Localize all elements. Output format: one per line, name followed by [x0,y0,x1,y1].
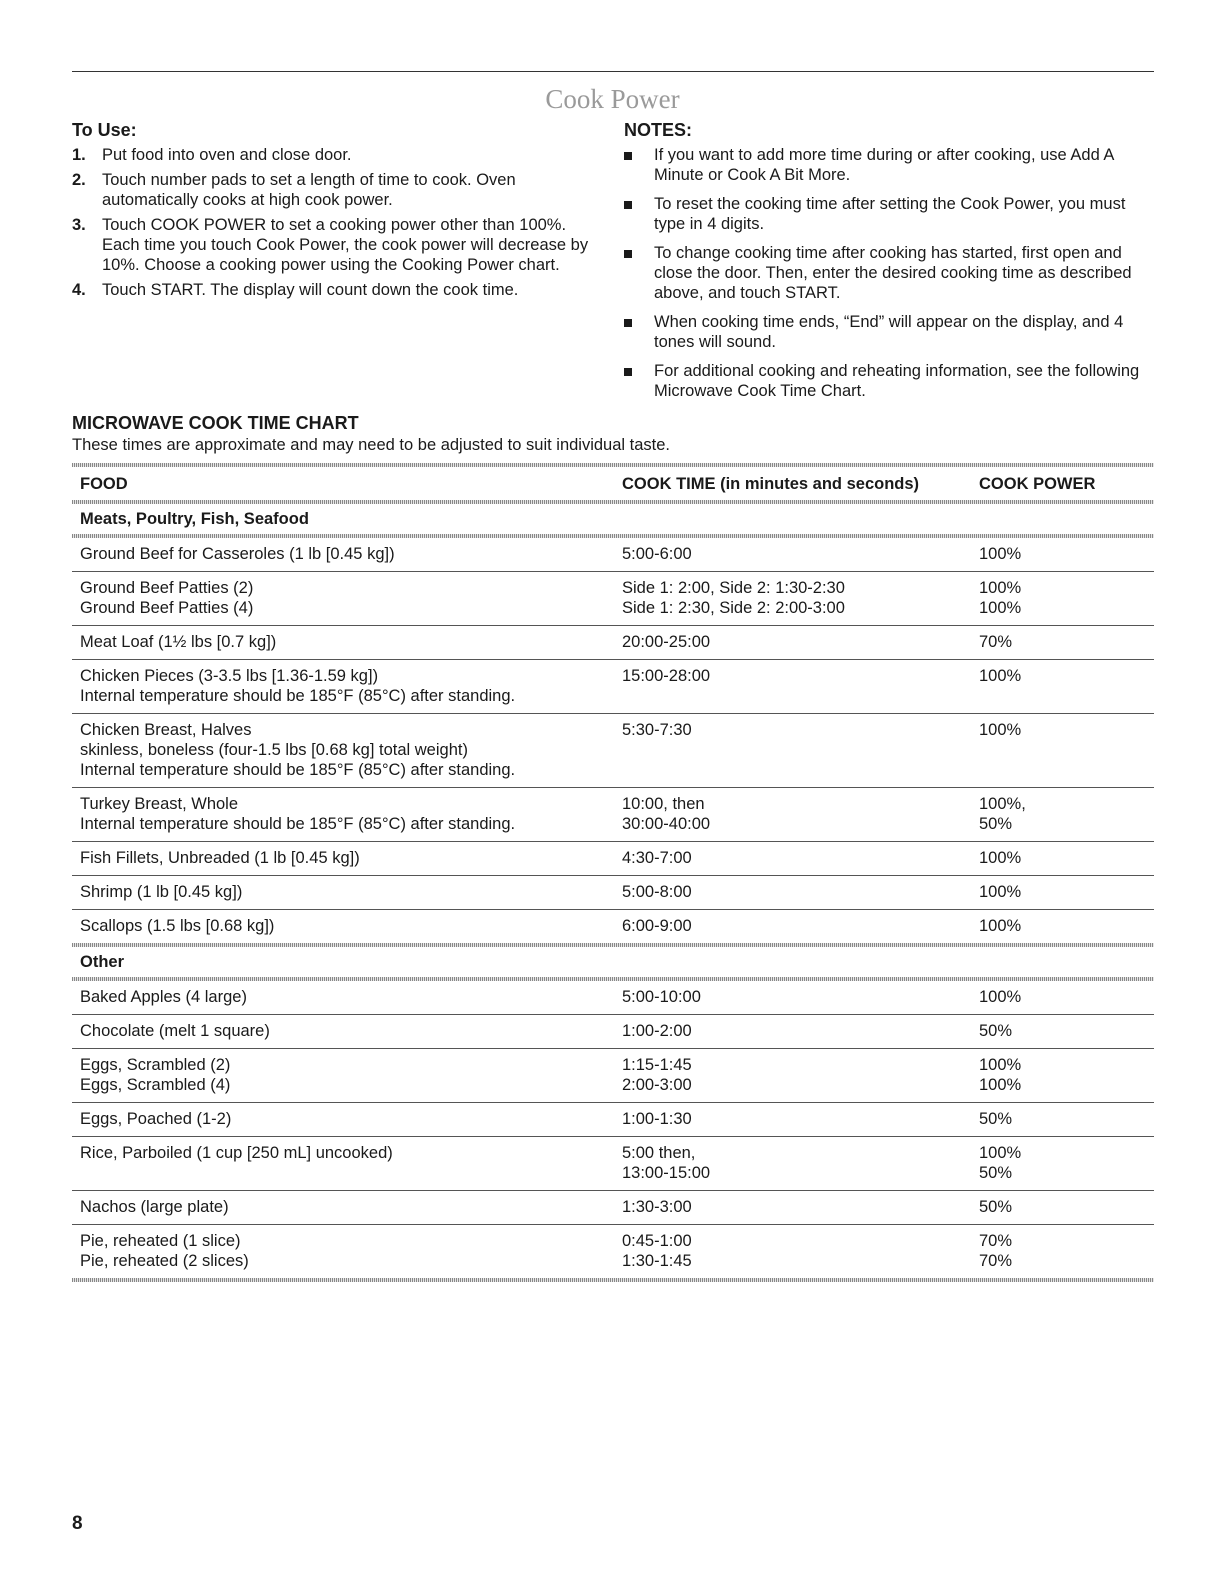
step-number: 2. [72,171,86,189]
page-number: 8 [72,1513,83,1534]
cook-time-cell [622,882,979,902]
food-cell-line: Pie, reheated (2 slices) [80,1252,249,1270]
table-row [72,1049,1154,1103]
cook-power-cell-line: 100% [979,599,1022,617]
section-title: Cook Power [545,84,680,114]
note-item [624,243,1154,303]
to-use-heading: To Use: [72,120,137,140]
cook-time-cell-line: Side 1: 2:30, Side 2: 2:00-3:00 [622,599,845,617]
table-row [72,1103,1154,1137]
cook-power-cell-line: 100% [979,667,1022,685]
step-item [72,145,602,165]
food-cell-line: Internal temperature should be 185°F (85°C) after standing. [80,687,516,705]
table-row [72,910,1154,943]
cook-power-cell [979,882,1139,902]
cook-power-cell [979,916,1139,936]
cook-power-cell [979,666,1139,706]
cook-time-cell-line: 5:00-8:00 [622,883,692,901]
food-cell-line: Rice, Parboiled (1 cup [250 mL] uncooked) [80,1144,393,1162]
cook-time-cell [622,794,979,834]
cook-time-cell [622,987,979,1007]
category-row [72,504,1154,534]
cook-time-table [72,463,1154,1282]
table-row [72,1225,1154,1278]
table-row [72,981,1154,1015]
cook-time-cell-line: 13:00-15:00 [622,1164,711,1182]
cook-power-cell-line: 100%, [979,795,1026,813]
cook-power-cell-line: 70% [979,1232,1013,1250]
food-cell-line: Chocolate (melt 1 square) [80,1022,270,1040]
cook-time-cell-line: Side 1: 2:00, Side 2: 1:30-2:30 [622,579,845,597]
cook-power-cell-line: 100% [979,1076,1022,1094]
table-row [72,538,1154,572]
step-item [72,215,602,275]
cook-time-cell-line: 5:00-10:00 [622,988,701,1006]
table-row [72,626,1154,660]
cook-power-cell-line: 100% [979,545,1022,563]
to-use-section [72,120,602,305]
table-row [72,1015,1154,1049]
table-row [72,660,1154,714]
food-cell-line: Baked Apples (4 large) [80,988,247,1006]
cook-power-cell-line: 50% [979,815,1013,833]
step-number: 1. [72,146,86,164]
cook-time-cell-line: 5:00 then, [622,1144,696,1162]
table-row [72,788,1154,842]
cook-time-cell [622,720,979,780]
cook-power-cell-line: 100% [979,579,1022,597]
cook-time-cell [622,1021,979,1041]
square-bullet-icon [624,152,632,160]
cook-power-cell [979,578,1139,618]
step-text: Put food into oven and close door. [102,146,352,164]
food-cell-line: skinless, boneless (four-1.5 lbs [0.68 kg] total weight) [80,741,468,759]
cook-power-cell [979,632,1139,652]
cook-time-cell [622,848,979,868]
cook-power-cell-line: 70% [979,633,1013,651]
square-bullet-icon [624,250,632,258]
food-cell-line: Scallops (1.5 lbs [0.68 kg]) [80,917,275,935]
food-cell [80,544,622,564]
cook-time-cell-line: 6:00-9:00 [622,917,692,935]
cook-time-cell-line: 1:15-1:45 [622,1056,692,1074]
note-item [624,312,1154,352]
food-cell [80,632,622,652]
step-text: Touch COOK POWER to set a cooking power other than 100%. Each time you touch Cook Power, the cook power will decrease by 10%. Choose a cooking power using the Cooking Power chart. [102,216,589,274]
square-bullet-icon [624,368,632,376]
cook-time-cell-line: 5:00-6:00 [622,545,692,563]
cook-time-cell-line: 2:00-3:00 [622,1076,692,1094]
cook-power-cell-line: 100% [979,1056,1022,1074]
cook-power-cell-line: 100% [979,1144,1022,1162]
cook-power-cell [979,1197,1139,1217]
cook-time-cell [622,632,979,652]
cook-time-cell [622,1231,979,1271]
cook-power-cell-line: 50% [979,1164,1013,1182]
cook-power-cell [979,848,1139,868]
notes-section [624,120,1154,410]
note-text: For additional cooking and reheating information, see the following Microwave Cook Time Chart. [654,362,1140,400]
cook-power-cell-line: 50% [979,1198,1013,1216]
table-row [72,1191,1154,1225]
food-cell [80,848,622,868]
food-cell [80,882,622,902]
food-cell-line: Nachos (large plate) [80,1198,229,1216]
cook-power-cell [979,1143,1139,1183]
food-cell [80,1197,622,1217]
food-cell-line: Chicken Pieces (3-3.5 lbs [1.36-1.59 kg]) [80,667,379,685]
cook-time-cell-line: 0:45-1:00 [622,1232,692,1250]
category-label: Other [80,953,125,971]
food-cell-line: Shrimp (1 lb [0.45 kg]) [80,883,243,901]
cook-time-cell-line: 1:00-2:00 [622,1022,692,1040]
note-item [624,145,1154,185]
notes-list [624,145,1154,401]
square-bullet-icon [624,201,632,209]
cook-power-cell [979,1021,1139,1041]
food-cell [80,987,622,1007]
table-row [72,876,1154,910]
square-bullet-icon [624,319,632,327]
food-cell-line: Meat Loaf (1½ lbs [0.7 kg]) [80,633,277,651]
cook-time-cell [622,916,979,936]
food-cell-line: Eggs, Poached (1-2) [80,1110,232,1128]
chart-title: MICROWAVE COOK TIME CHART [72,413,359,433]
food-cell [80,720,622,780]
step-number: 4. [72,281,86,299]
step-item [72,170,602,210]
food-cell-line: Pie, reheated (1 slice) [80,1232,241,1250]
food-cell [80,1231,622,1271]
note-item [624,194,1154,234]
cook-time-cell-line: 1:30-3:00 [622,1198,692,1216]
food-cell-line: Ground Beef Patties (4) [80,599,254,617]
food-cell-line: Ground Beef for Casseroles (1 lb [0.45 kg]) [80,545,395,563]
food-cell-line: Eggs, Scrambled (4) [80,1076,231,1094]
header-cook-power: COOK POWER [979,475,1096,493]
cook-power-cell-line: 100% [979,849,1022,867]
category-label: Meats, Poultry, Fish, Seafood [80,510,309,528]
step-text: Touch number pads to set a length of time to cook. Oven automatically cooks at high cook power. [102,171,516,209]
food-cell [80,916,622,936]
cook-power-cell [979,794,1139,834]
header-food: FOOD [80,475,128,493]
food-cell [80,1109,622,1129]
note-text: If you want to add more time during or after cooking, use Add A Minute or Cook A Bit More. [654,146,1114,184]
step-item [72,280,602,300]
note-text: To change cooking time after cooking has started, first open and close the door. Then, enter the desired cooking time as described above, and touch START. [654,244,1132,302]
cook-power-cell [979,1109,1139,1129]
cook-power-cell-line: 100% [979,917,1022,935]
table-row [72,572,1154,626]
cook-time-cell [622,666,979,706]
cook-time-cell-line: 20:00-25:00 [622,633,711,651]
food-cell-line: Turkey Breast, Whole [80,795,239,813]
cook-time-cell-line: 15:00-28:00 [622,667,711,685]
cook-time-cell [622,578,979,618]
table-row [72,714,1154,788]
cook-time-cell-line: 30:00-40:00 [622,815,711,833]
food-cell-line: Internal temperature should be 185°F (85°C) after standing. [80,761,516,779]
step-text: Touch START. The display will count down the cook time. [102,281,519,299]
note-text: To reset the cooking time after setting the Cook Power, you must type in 4 digits. [654,195,1126,233]
cook-power-cell [979,1231,1139,1271]
steps-list [72,145,602,300]
food-cell [80,794,622,834]
cook-power-cell-line: 100% [979,988,1022,1006]
cook-time-cell [622,1197,979,1217]
food-cell-line: Fish Fillets, Unbreaded (1 lb [0.45 kg]) [80,849,360,867]
cook-time-cell-line: 10:00, then [622,795,705,813]
table-header-row [72,467,1154,500]
header-cook-time: COOK TIME (in minutes and seconds) [622,475,920,493]
cook-time-cell [622,1143,979,1183]
food-cell-line: Ground Beef Patties (2) [80,579,254,597]
table-row [72,1137,1154,1191]
food-cell-line: Internal temperature should be 185°F (85°C) after standing. [80,815,516,833]
food-cell [80,1021,622,1041]
food-cell-line: Chicken Breast, Halves [80,721,252,739]
note-text: When cooking time ends, “End” will appear on the display, and 4 tones will sound. [654,313,1124,351]
cook-power-cell-line: 50% [979,1022,1013,1040]
cook-time-cell-line: 4:30-7:00 [622,849,692,867]
cook-power-cell [979,544,1139,564]
chart-subtitle: These times are approximate and may need to be adjusted to suit individual taste. [72,436,671,454]
food-cell [80,1055,622,1095]
cook-time-cell-line: 1:30-1:45 [622,1252,692,1270]
food-cell [80,666,622,706]
cook-power-cell-line: 100% [979,883,1022,901]
cook-time-cell-line: 5:30-7:30 [622,721,692,739]
table-divider [72,1278,1154,1282]
top-rule [72,71,1154,72]
cook-power-cell [979,720,1139,780]
cook-time-cell [622,1109,979,1129]
food-cell [80,1143,622,1183]
category-row [72,947,1154,977]
cook-power-cell-line: 50% [979,1110,1013,1128]
table-row [72,842,1154,876]
food-cell-line: Eggs, Scrambled (2) [80,1056,231,1074]
note-item [624,361,1154,401]
cook-time-cell [622,544,979,564]
cook-time-cell [622,1055,979,1095]
cook-power-cell [979,1055,1139,1095]
cook-time-cell-line: 1:00-1:30 [622,1110,692,1128]
food-cell [80,578,622,618]
step-number: 3. [72,216,86,234]
notes-heading: NOTES: [624,120,693,140]
cook-power-cell-line: 100% [979,721,1022,739]
cook-power-cell-line: 70% [979,1252,1013,1270]
cook-power-cell [979,987,1139,1007]
